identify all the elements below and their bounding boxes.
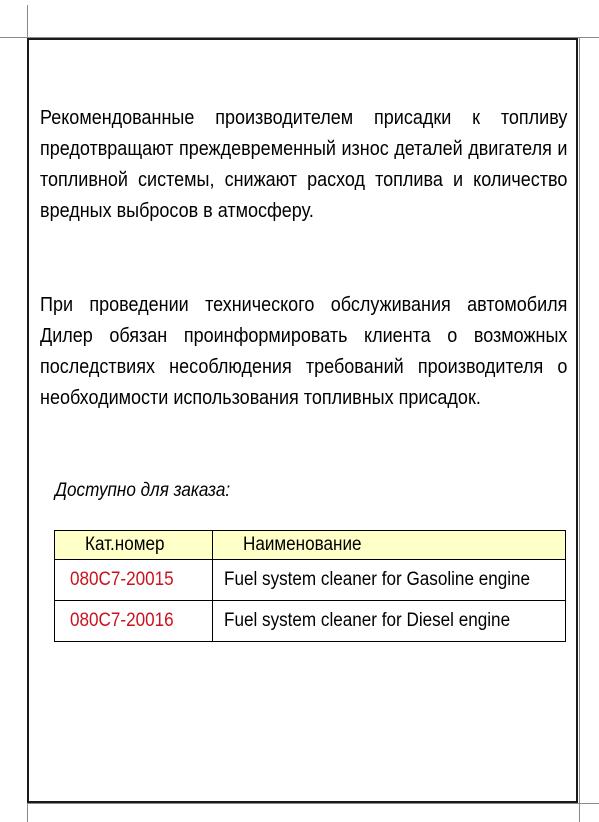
table-header-row (55, 531, 566, 560)
paragraph-additives-benefits: Рекомендованные производителем присадки к топливу предотвращают преждевременный износ деталей двигателя и топливной системы, снижают расход топлива и количество вредных выбросов в атмосферу. (40, 107, 568, 222)
available-for-order-label: Доступно для заказа: (55, 480, 231, 501)
part-number-cell: 080C7-20015 (55, 560, 213, 601)
bottom-crop-line (27, 803, 599, 804)
right-crop-line (579, 38, 580, 822)
table-row (55, 601, 566, 642)
part-name-cell: Fuel system cleaner for Gasoline engine (213, 560, 566, 601)
column-header-part-number: Кат.номер (55, 531, 213, 560)
parts-table (54, 530, 566, 642)
column-header-name: Наименование (213, 531, 566, 560)
table-row (55, 560, 566, 601)
part-name-cell: Fuel system cleaner for Diesel engine (213, 601, 566, 642)
paragraph-dealer-obligation: При проведении технического обслуживания автомобиля Дилер обязан проинформировать клиента о возможных последствиях несоблюдения требований производителя о необходимости использования топливных присадок. (40, 294, 568, 409)
part-number-cell: 080C7-20016 (55, 601, 213, 642)
